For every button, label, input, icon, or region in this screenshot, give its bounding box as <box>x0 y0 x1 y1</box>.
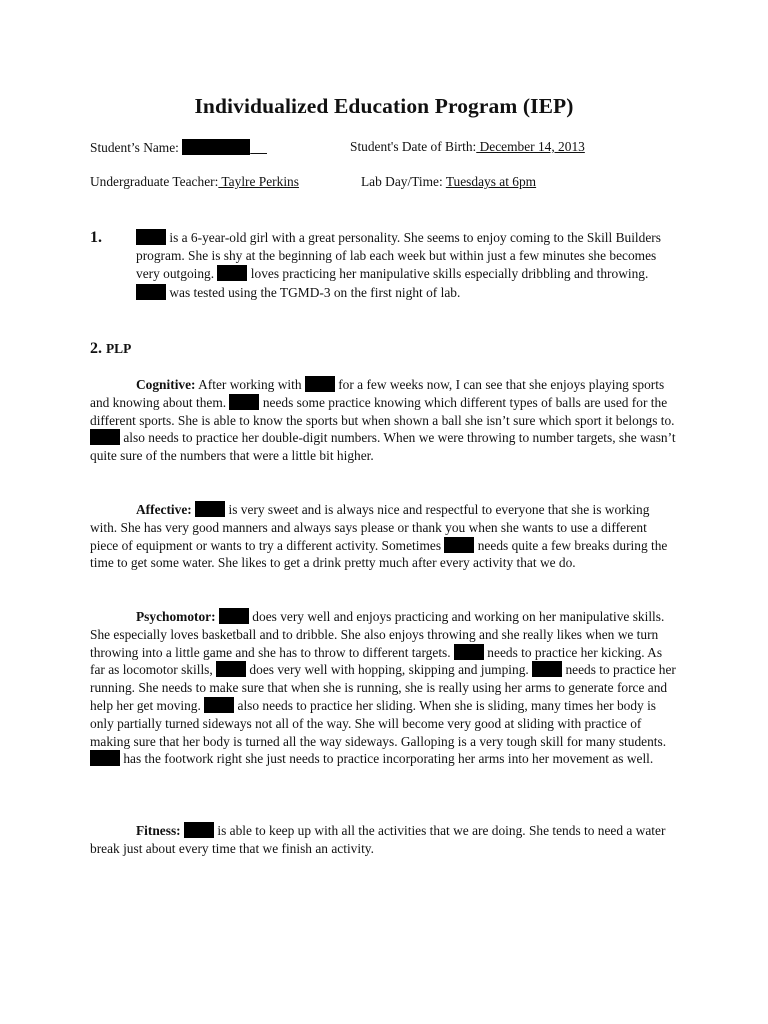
redaction-bar <box>444 537 474 553</box>
psychomotor-paragraph <box>90 608 678 768</box>
dob-label: Student's Date of Birth: <box>350 139 477 154</box>
teacher-value: Taylre Perkins <box>218 174 299 189</box>
dob-row <box>350 139 585 155</box>
teacher-label: Undergraduate Teacher: <box>90 174 219 189</box>
redaction-bar <box>182 139 250 155</box>
psychomotor-label: Psychomotor: <box>136 609 216 624</box>
section-1-text: is a 6-year-old girl with a great personality. She seems to enjoy coming to the Skill Builders program. She is shy at the beginning of lab each week but within just a few minutes she becomes very outgoing. <box>136 230 661 282</box>
affective-paragraph <box>90 501 678 572</box>
redaction-bar <box>195 501 225 517</box>
redaction-bar <box>217 265 247 281</box>
student-name-label: Student’s Name: <box>90 140 179 155</box>
section-2-number: 2. <box>90 340 102 357</box>
document-title: Individualized Education Program (IEP) <box>194 94 574 118</box>
redaction-bar <box>90 750 120 766</box>
student-name-value <box>182 140 267 155</box>
paragraph-text: is able to keep up with all the activities that we are doing. She tends to need a water break just about every time that we finish an activity. <box>90 823 666 856</box>
section-1-number: 1. <box>90 229 102 246</box>
redaction-bar <box>204 697 234 713</box>
paragraph-text: needs quite a few breaks during the time to get some water. She likes to get a drink pretty much after every activity that we do. <box>90 537 668 571</box>
section-1-text: loves practicing her manipulative skills especially dribbling and throwing. <box>247 266 649 282</box>
paragraph-text: needs to practice her kicking. As far as locomotor skills, <box>90 644 663 678</box>
paragraph-text: has the footwork right she just needs to practice incorporating her arms into her movement as well. <box>120 751 654 767</box>
redaction-bar <box>454 644 484 660</box>
section-1-text: was tested using the TGMD-3 on the first night of lab. <box>166 284 461 300</box>
fitness-paragraph <box>90 822 678 858</box>
fitness-label: Fitness: <box>136 823 181 838</box>
lab-value: Tuesdays at 6pm <box>445 174 537 189</box>
redaction-bar <box>229 394 259 410</box>
cognitive-paragraph <box>90 376 678 465</box>
paragraph-text: is very sweet and is always nice and respectful to everyone that she is working with. She has very good manners and always says please or thank you when she wants to use a different piece of equipment or wants to try a different activity. Sometimes <box>90 502 650 553</box>
paragraph-text: for a few weeks now, I can see that she enjoys playing sports and knowing about them. <box>90 377 665 410</box>
paragraph-text: does very well with hopping, skipping and jumping. <box>246 662 533 678</box>
paragraph-text: also needs to practice her double-digit numbers. When we were throwing to number targets, she wasn’t quite sure of the numbers that were a little bit higher. <box>90 430 676 464</box>
lab-label: Lab Day/Time: <box>361 174 443 189</box>
paragraph-text: also needs to practice her sliding. When she is sliding, many times her body is only partially turned sideways not all of the way. She will become very good at sliding with practice of making sure that her body is turned all the way sideways. Galloping is a very tough skill for many students. <box>90 697 667 749</box>
redaction-bar <box>305 376 335 392</box>
redaction-bar <box>532 661 562 677</box>
cognitive-label: Cognitive: <box>136 377 196 392</box>
redaction-bar <box>136 229 166 245</box>
affective-label: Affective: <box>136 502 192 517</box>
redaction-bar <box>219 608 249 624</box>
redaction-bar <box>216 661 246 677</box>
paragraph-text: After working with <box>195 377 305 392</box>
redaction-bar <box>136 284 166 300</box>
paragraph-text: needs to practice her running. She needs to make sure that when she is running, she is really using her arms to generate force and help her get moving. <box>90 662 676 713</box>
dob-value: December 14, 2013 <box>476 139 585 154</box>
lab-row <box>361 174 536 190</box>
section-1-paragraph <box>136 229 676 302</box>
paragraph-text: needs some practice knowing which different types of balls are used for the different sports. She is able to know the sports but when shown a ball she isn’t sure which sport it belongs to. <box>90 394 675 428</box>
redaction-bar <box>90 429 120 445</box>
section-2-heading <box>90 340 131 358</box>
section-2-title: PLP <box>106 341 132 356</box>
teacher-row <box>90 174 299 190</box>
student-name-row <box>90 139 267 156</box>
paragraph-text: does very well and enjoys practicing and working on her manipulative skills. She especially loves basketball and to dribble. She also enjoys throwing and she really likes when we turn throwing into a little game and she has to throw to different targets. <box>90 609 665 660</box>
redaction-bar <box>184 822 214 838</box>
